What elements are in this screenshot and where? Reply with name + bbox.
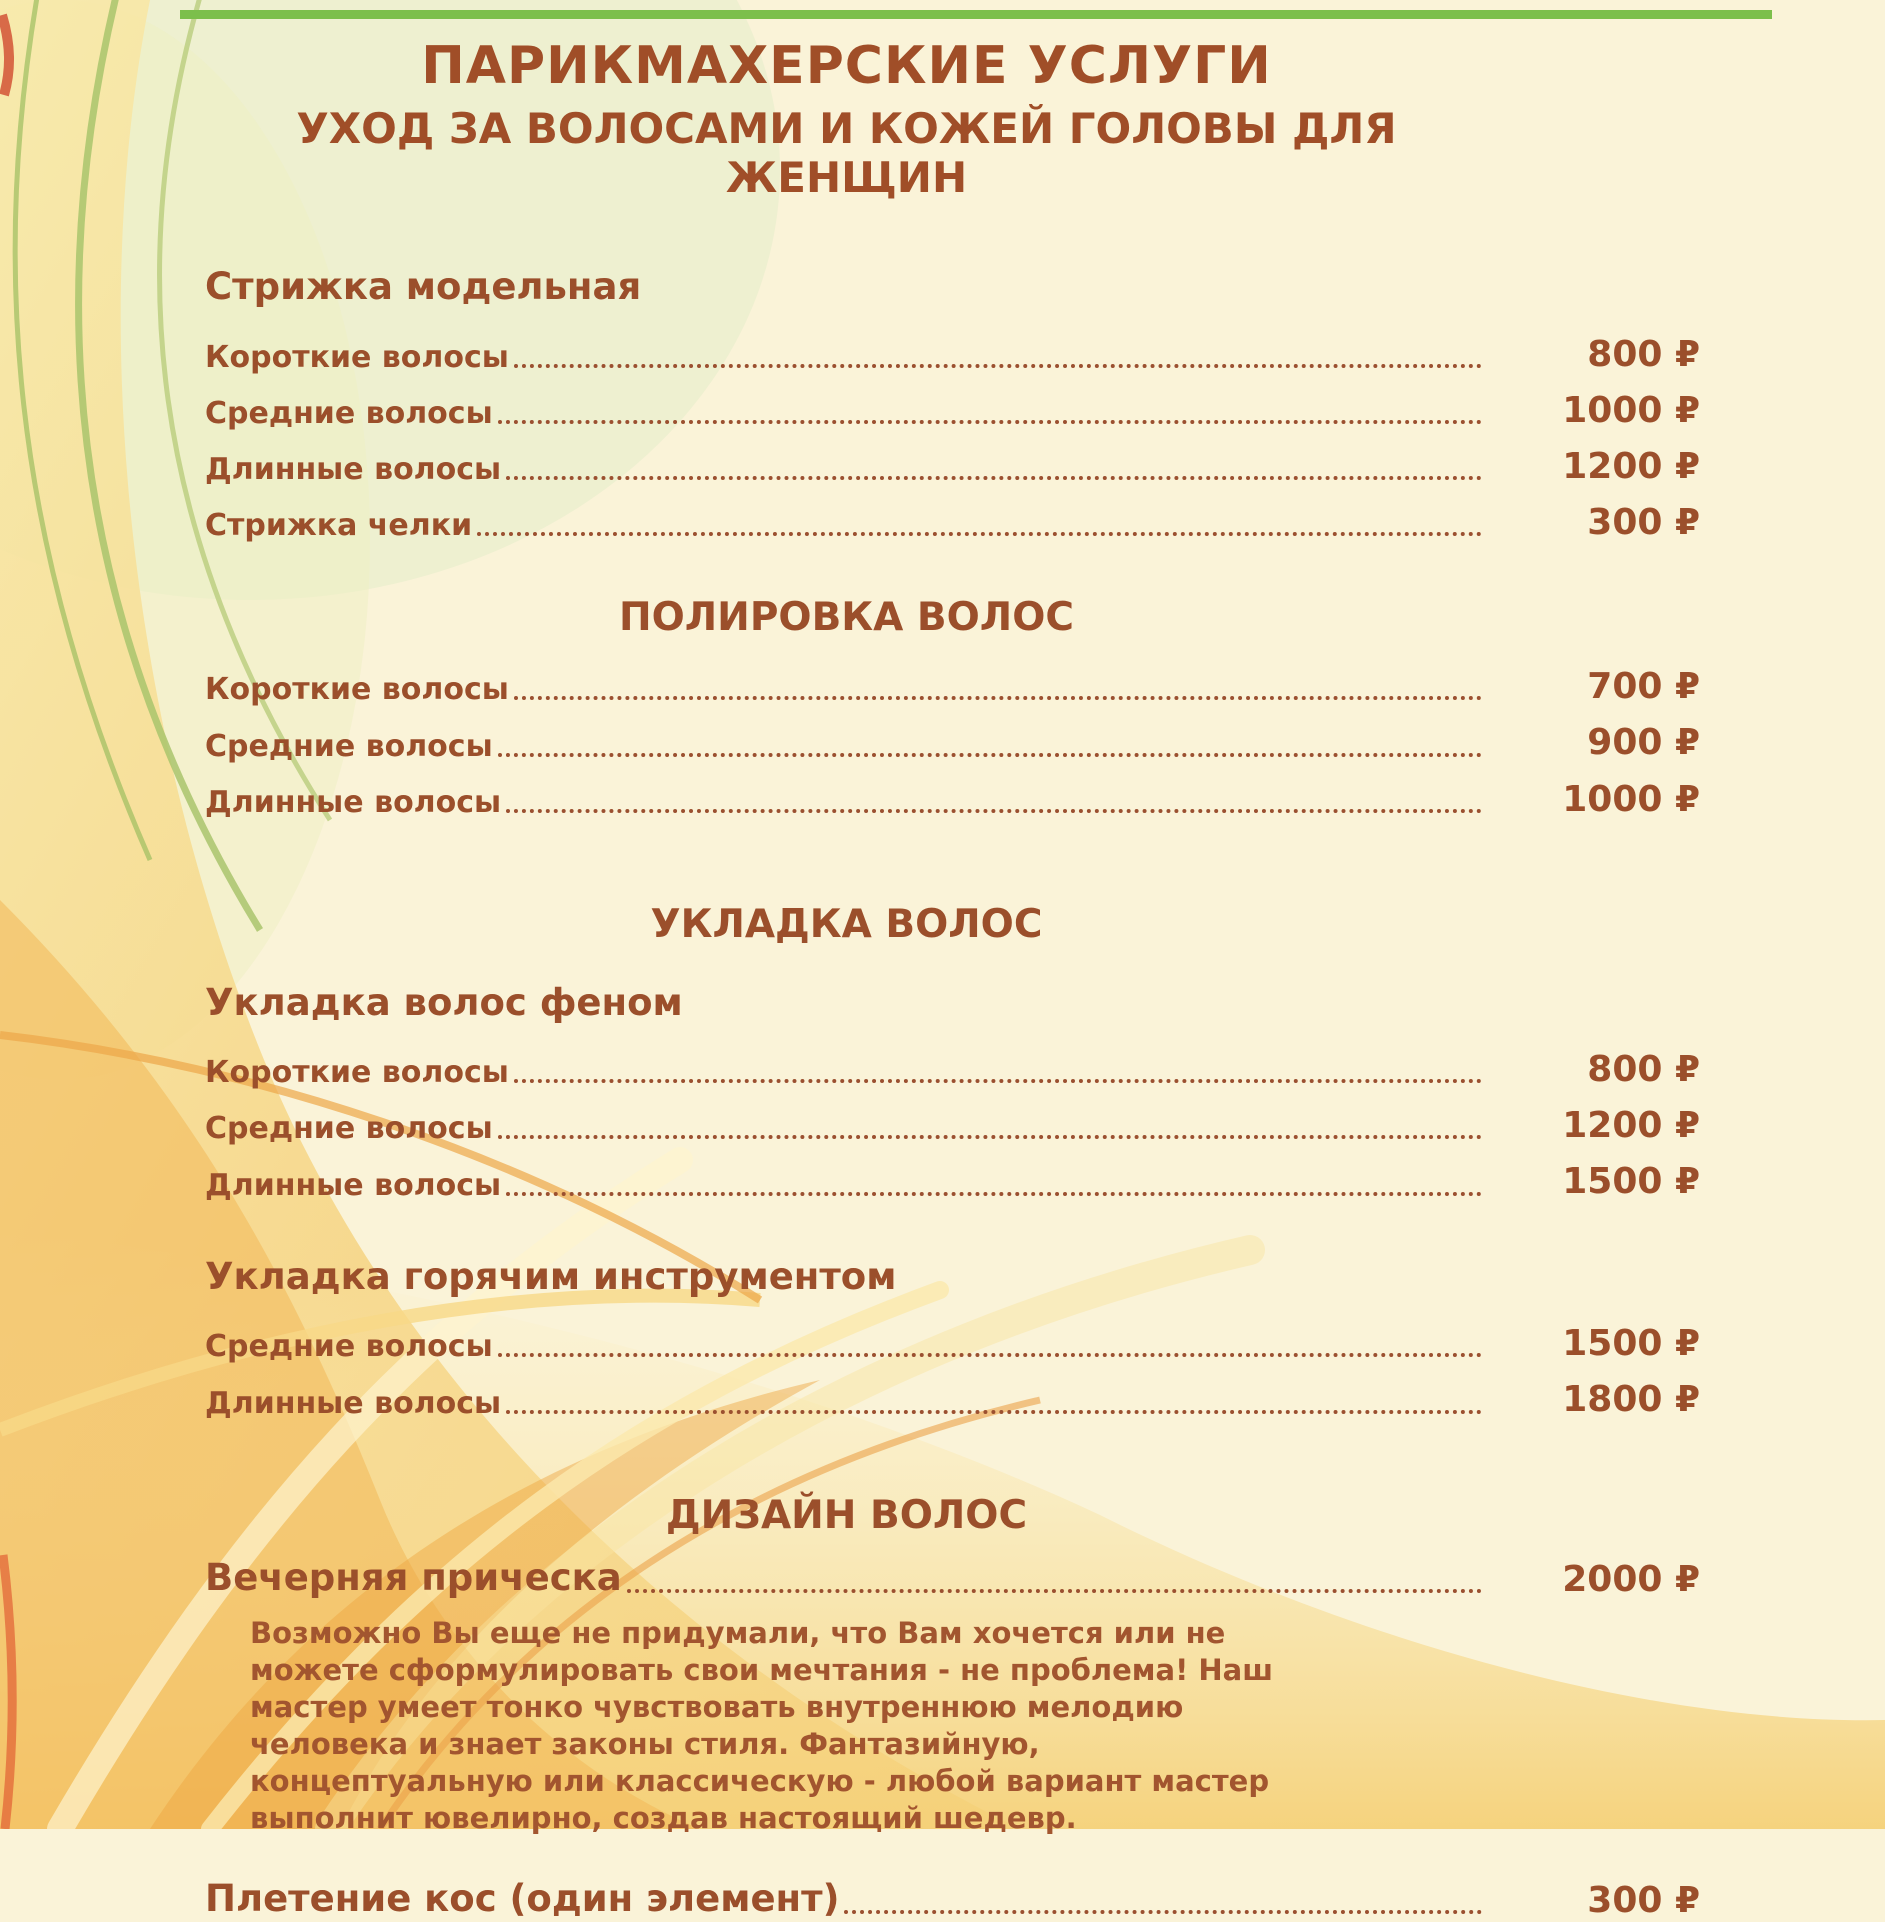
dotted-leader (506, 476, 1482, 480)
service-label: Длинные волосы (205, 1167, 502, 1203)
dotted-leader (514, 696, 1482, 700)
price-row (205, 1104, 1700, 1147)
service-price: 1000 ₽ (1562, 778, 1700, 820)
price-row (205, 778, 1700, 821)
service-label: Короткие волосы (205, 672, 509, 708)
price-row (205, 1048, 1700, 1091)
group-title-blow-dry: Укладка волос феном (205, 980, 683, 1024)
section-heading-styling: УКЛАДКА ВОЛОС (650, 901, 1043, 947)
page-title: ПАРИКМАХЕРСКИЕ УСЛУГИ (421, 36, 1272, 96)
service-price: 800 ₽ (1587, 333, 1700, 375)
price-row (205, 445, 1700, 488)
service-label: Короткие волосы (205, 1055, 509, 1091)
dotted-leader (498, 1353, 1482, 1357)
dotted-leader (506, 1192, 1482, 1196)
service-label: Длинные волосы (205, 1385, 502, 1421)
dotted-leader (514, 364, 1482, 368)
dotted-leader (627, 1589, 1482, 1593)
service-price: 300 ₽ (1587, 1879, 1700, 1921)
service-price: 1200 ₽ (1562, 445, 1700, 487)
price-row (205, 501, 1700, 544)
service-price: 1500 ₽ (1562, 1323, 1700, 1365)
service-price: 800 ₽ (1587, 1049, 1700, 1091)
dotted-leader (514, 1079, 1482, 1083)
service-label: Средние волосы (205, 728, 493, 764)
price-row (205, 1378, 1700, 1421)
section-heading-polishing: ПОЛИРОВКА ВОЛОС (619, 595, 1074, 641)
price-row (205, 333, 1700, 376)
service-price: 700 ₽ (1587, 666, 1700, 708)
service-label: Плетение кос (один элемент) (205, 1877, 840, 1921)
service-label: Стрижка челки (205, 508, 473, 544)
service-price: 1200 ₽ (1562, 1105, 1700, 1147)
page-subtitle: УХОД ЗА ВОЛОСАМИ И КОЖЕЙ ГОЛОВЫ ДЛЯ ЖЕНЩИН (296, 104, 1397, 202)
price-row (205, 665, 1700, 708)
service-price: 2000 ₽ (1562, 1558, 1700, 1600)
dotted-leader (506, 809, 1482, 813)
dotted-leader (498, 753, 1482, 757)
dotted-leader (844, 1910, 1482, 1914)
section-heading-design: ДИЗАЙН ВОЛОС (665, 1492, 1028, 1538)
service-price: 1000 ₽ (1562, 389, 1700, 431)
service-label: Длинные волосы (205, 784, 502, 820)
evening-hairstyle-description: Возможно Вы еще не придумали, что Вам хочется или не можете сформулировать свои мечтания - не проблема! Наш мастер умеет тонко чувствовать внутреннюю мелодию человека и знает законы стиля. Фантазийную, концептуальную или классическую - любой вариант мастер выполнит ювелирно, создав настоящий шедевр. (250, 1615, 1274, 1836)
price-row (205, 721, 1700, 764)
dotted-leader (498, 420, 1482, 424)
price-row (205, 1160, 1700, 1203)
dotted-leader (498, 1135, 1482, 1139)
group-title-haircut: Стрижка модельная (205, 265, 642, 308)
service-price: 1800 ₽ (1562, 1379, 1700, 1421)
service-label: Средние волосы (205, 1111, 493, 1147)
service-price: 300 ₽ (1587, 502, 1700, 544)
dotted-leader (477, 532, 1482, 536)
dotted-leader (506, 1410, 1482, 1414)
service-label: Вечерняя прическа (205, 1556, 622, 1600)
price-row (205, 1556, 1700, 1600)
service-label: Длинные волосы (205, 452, 502, 488)
service-label: Короткие волосы (205, 339, 509, 375)
group-title-hot-tool: Укладка горячим инструментом (205, 1254, 897, 1298)
service-price: 1500 ₽ (1562, 1161, 1700, 1203)
service-label: Средние волосы (205, 395, 493, 431)
price-row (205, 389, 1700, 432)
price-row (205, 1322, 1700, 1365)
service-price: 900 ₽ (1587, 722, 1700, 764)
service-label: Средние волосы (205, 1329, 493, 1365)
price-row (205, 1877, 1700, 1921)
